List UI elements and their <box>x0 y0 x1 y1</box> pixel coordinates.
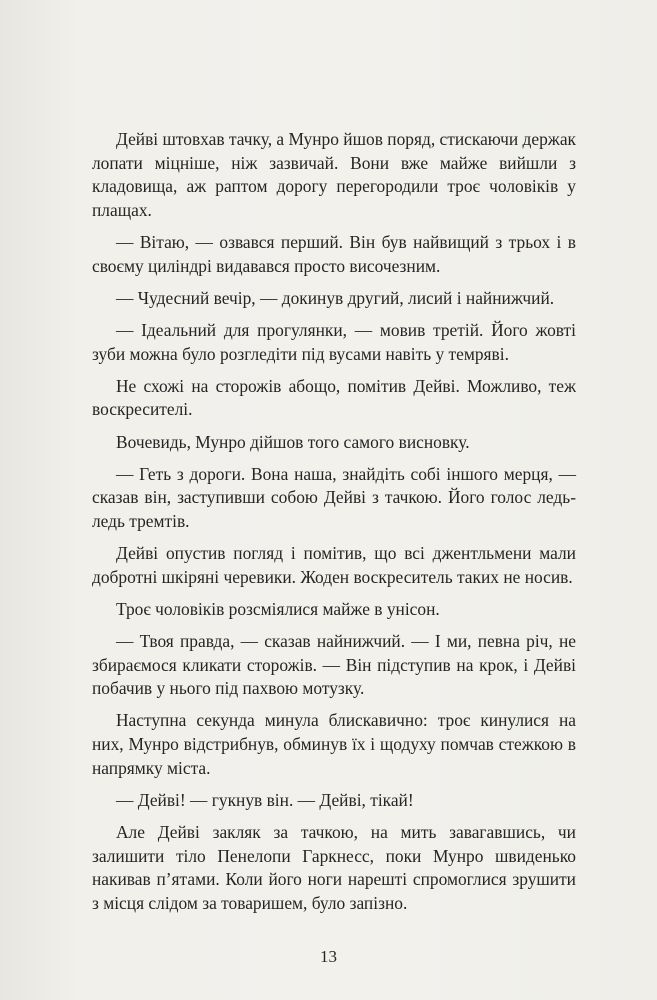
paragraph: Троє чоловіків розсміялися майже в унісон. <box>116 598 440 619</box>
paragraph: Але Дейві закляк за тачкою, на мить завагавшись, чи залишити тіло Пенелопи Гаркнесс, поки Мунро швиденько накивав п’ятами. Коли його ноги нарешті спромоглися зрушити з місця слідом за товаришем, було запізно. <box>92 821 576 913</box>
paragraph: Наступна секунда минула блискавично: троє кинулися на них, Мунро відстрибнув, обминув їх і щодуху помчав стежкою в напрямку міста. <box>92 710 576 778</box>
paragraph: Дейві штовхав тачку, а Мунро йшов поряд, стискаючи держак лопати міцніше, ніж зазвичай. Вони вже майже вийшли з кладовища, аж раптом дорогу перегородили троє чоловіків у плащах. <box>92 129 576 220</box>
paragraph: Не схожі на сторожів абощо, помітив Дейві. Можливо, теж воскресителі. <box>92 375 576 420</box>
page-number: 13 <box>320 947 337 966</box>
paragraph: — Ідеальний для прогулянки, — мовив третій. Його жовті зуби можна було розгледіти під вусами навіть у темряві. <box>92 319 576 364</box>
body-text <box>92 128 576 924</box>
paragraph: — Чудесний вечір, — докинув другий, лисий і найнижчий. <box>116 287 555 308</box>
paragraph: — Вітаю, — озвався перший. Він був найвищий з трьох і в своєму циліндрі видавався просто височезним. <box>92 231 576 276</box>
paragraph: — Твоя правда, — сказав найнижчий. — І ми, певна річ, не збираємося кликати сторожів. — Він підступив на крок, і Дейві побачив у нього під пахвою мотузку. <box>92 631 576 699</box>
paragraph: Вочевидь, Мунро дійшов того самого висновку. <box>116 431 470 452</box>
paragraph: — Геть з дороги. Вона наша, знайдіть собі іншого мерця, — сказав він, заступивши собою Дейві з тачкою. Його голос ледь-ледь тремтів. <box>92 463 576 531</box>
paragraph: Дейві опустив погляд і помітив, що всі джентльмени мали добротні шкіряні черевики. Жоден воскреситель таких не носив. <box>92 543 576 587</box>
paragraph: — Дейві! — гукнув він. — Дейві, тікай! <box>116 789 414 810</box>
